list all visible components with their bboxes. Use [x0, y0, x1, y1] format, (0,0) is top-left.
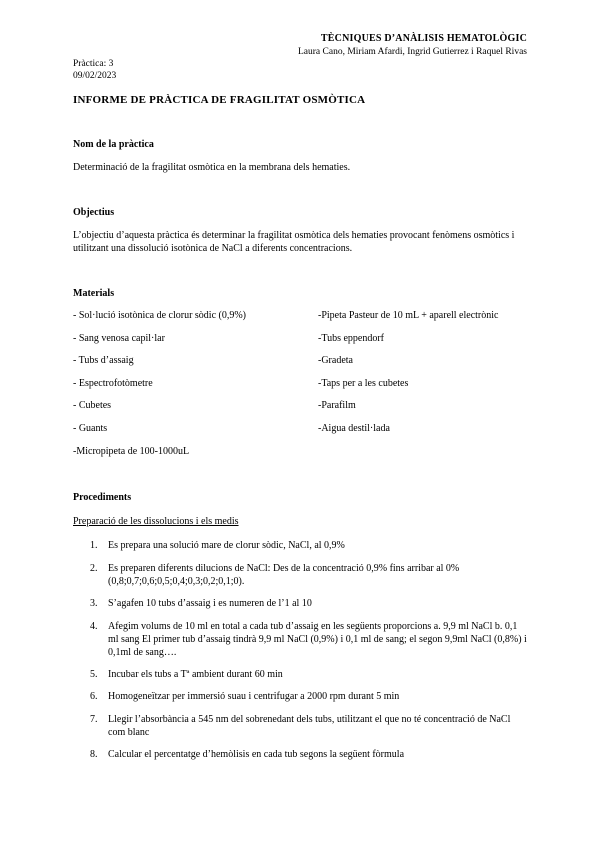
procedure-step — [90, 539, 530, 552]
section-text-objective: L’objectiu d’aquesta pràctica és determinar la fragilitat osmòtica dels hematies provocant fenòmens osmòtics i utilitzant una dissolució isotònica de NaCl a diferents concentracions. — [73, 230, 515, 254]
step-number: 7. — [90, 714, 98, 725]
step-number: 3. — [90, 598, 98, 609]
material-item: - Cubetes — [73, 400, 112, 411]
section-heading-materials: Materials — [73, 288, 115, 299]
procedure-step — [90, 713, 530, 739]
procedure-subheading: Preparació de les dissolucions i els medis — [73, 516, 239, 527]
procedure-step — [90, 597, 530, 610]
step-number: 1. — [90, 540, 98, 551]
authors: Laura Cano, Miriam Afardi, Ingrid Gutierrez i Raquel Rivas — [298, 47, 527, 57]
procedure-step — [90, 748, 530, 761]
step-number: 8. — [90, 749, 98, 760]
step-text: Homogeneïtzar per immersió suau i centrifugar a 2000 rpm durant 5 min — [108, 691, 400, 702]
course-title: TÈCNIQUES D’ANÀLISIS HEMATOLÒGIC — [320, 33, 527, 44]
material-item: - Sol·lució isotònica de clorur sòdic (0,9%) — [73, 310, 247, 321]
material-item: -Micropipeta de 100-1000uL — [73, 446, 190, 457]
material-item: -Parafilm — [318, 400, 356, 411]
step-number: 2. — [90, 563, 98, 574]
report-title: INFORME DE PRÀCTICA DE FRAGILITAT OSMÒTICA — [73, 94, 366, 106]
step-text: Llegir l’absorbància a 545 nm del sobrenedant dels tubs, utilitzant el que no té concentració de NaCl com blanc — [108, 714, 511, 738]
step-number: 5. — [90, 669, 98, 680]
material-item: - Guants — [73, 423, 108, 434]
material-item: - Tubs d’assaig — [73, 355, 134, 366]
step-text: Incubar els tubs a Tª ambient durant 60 min — [108, 669, 283, 680]
step-text: Calcular el percentatge d’hemòlisis en cada tub segons la següent fòrmula — [108, 749, 405, 760]
section-heading-name: Nom de la pràctica — [73, 139, 154, 150]
step-number: 6. — [90, 691, 98, 702]
material-item: - Espectrofotòmetre — [73, 378, 153, 389]
step-text: S’agafen 10 tubs d’assaig i es numeren de l’1 al 10 — [108, 598, 312, 609]
material-item: -Taps per a les cubetes — [318, 378, 409, 389]
section-heading-objective: Objectius — [73, 207, 115, 218]
step-text: Afegim volums de 10 ml en total a cada tub d’assaig en les següents proporcions a. 9,9 ml NaCl b. 0,1 ml sang El primer tub d’assaig tindrà 9,9 ml NaCl (0,9%) i 0,1 ml de sang; el segon 9,9ml NaCl (0,8%) i 0,1ml de sang…. — [108, 621, 527, 658]
practice-number: Pràctica: 3 — [73, 59, 114, 69]
material-item: -Aigua destil·lada — [318, 423, 390, 434]
material-item: -Gradeta — [318, 355, 353, 366]
material-item: -Pipeta Pasteur de 10 mL + aparell electrònic — [318, 310, 499, 321]
procedure-step — [90, 668, 530, 681]
report-date: 09/02/2023 — [73, 71, 117, 81]
step-number: 4. — [90, 621, 98, 632]
section-heading-procedure: Procediments — [73, 492, 132, 503]
step-text: Es prepara una solució mare de clorur sòdic, NaCl, al 0,9% — [108, 540, 345, 551]
material-item: -Tubs eppendorf — [318, 333, 385, 344]
step-text: Es preparen diferents dilucions de NaCl: Des de la concentració 0,9% fins arribar al 0% (0,8;0,7;0,6;0,5;0,4;0,3;0,2;0,1;0). — [108, 563, 460, 587]
procedure-step — [90, 690, 530, 703]
section-text-name: Determinació de la fragilitat osmòtica en la membrana dels hematies. — [73, 162, 351, 173]
material-item: - Sang venosa capil·lar — [73, 333, 165, 344]
procedure-step — [90, 620, 530, 659]
procedure-step — [90, 562, 530, 588]
